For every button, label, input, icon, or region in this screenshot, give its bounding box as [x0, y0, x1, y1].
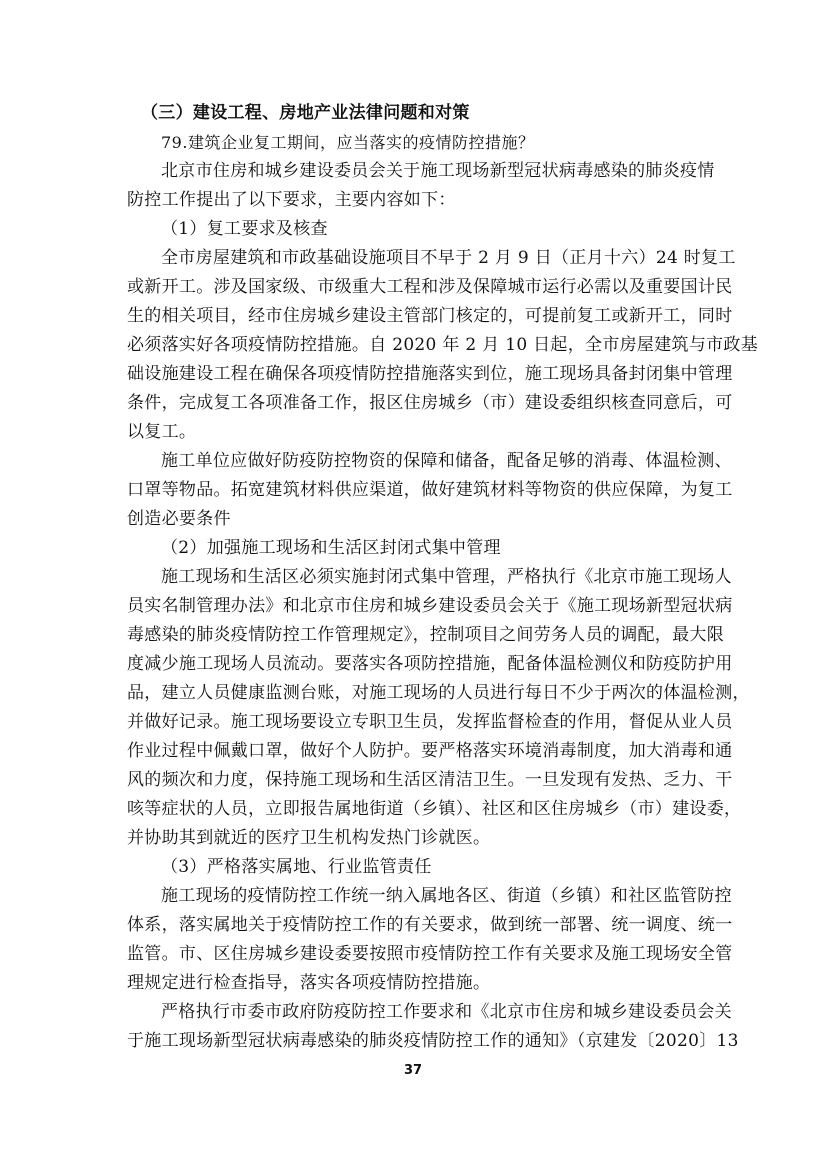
paragraph-closed-management [127, 563, 750, 853]
text-line: 条件，完成复工各项准备工作，报区住房城乡（市）建设委组织核查同意后，可 [127, 393, 733, 413]
text-line: 度减少施工现场人员流动。要落实各项防控措施，配备体温检测仪和防疫防护用 [127, 654, 733, 674]
text-line: 施工单位应做好防疫防控物资的保障和储备，配备足够的消毒、体温检测、 [161, 451, 732, 471]
text-line: 毒感染的肺炎疫情防控工作管理规定》，控制项目之间劳务人员的调配，最大限 [127, 625, 724, 645]
text-line: 础设施建设工程在确保各项疫情防控措施落实到位，施工现场具备封闭集中管理 [127, 364, 733, 384]
sub-heading-1: （1）复工要求及核查 [161, 219, 328, 239]
paragraph-supplies [127, 447, 733, 534]
page-content [127, 99, 759, 1056]
sub-heading-2: （2）加强施工现场和生活区封闭式集中管理 [161, 538, 501, 558]
text-line: 体系，落实属地关于疫情防控工作的有关要求，做到统一部署、统一调度、统一 [127, 915, 733, 935]
text-line: 以复工。 [127, 422, 197, 442]
text-line: 品，建立人员健康监测台账，对施工现场的人员进行每日不少于两次的体温检测， [127, 683, 750, 703]
text-line: 或新开工。涉及国家级、市级重大工程和涉及保障城市运行必需以及重要国计民 [127, 277, 733, 297]
text-line: 施工现场的疫情防控工作统一纳入属地各区、街道（乡镇）和社区监管防控 [161, 886, 732, 906]
text-line: 风的频次和力度，保持施工现场和生活区清洁卫生。一旦发现有发热、乏力、干 [127, 770, 733, 790]
text-line: 员实名制管理办法》和北京市住房和城乡建设委员会关于《施工现场新型冠状病 [127, 596, 733, 616]
text-line: 全市房屋建筑和市政基础设施项目不早于 2 月 9 日（正月十六）24 时复工 [161, 248, 736, 268]
question-heading: 79.建筑企业复工期间，应当落实的疫情防控措施？ [161, 133, 535, 152]
intro-paragraph [127, 157, 715, 215]
paragraph-resumption [127, 244, 759, 447]
text-line: 生的相关项目，经市住房城乡建设主管部门核定的，可提前复工或新开工，同时 [127, 306, 733, 326]
paragraph-supervision [127, 882, 733, 998]
text-line: 并协助其到就近的医疗卫生机构发热门诊就医。 [127, 828, 491, 848]
text-line: 防控工作提出了以下要求，主要内容如下： [127, 190, 456, 210]
page-number: 37 [403, 1063, 423, 1078]
text-line: 北京市住房和城乡建设委员会关于施工现场新型冠状病毒感染的肺炎疫情 [161, 161, 715, 181]
text-line: 施工现场和生活区必须实施封闭式集中管理，严格执行《北京市施工现场人 [161, 567, 732, 587]
text-line: 咳等症状的人员，立即报告属地街道（乡镇）、社区和区住房城乡（市）建设委， [127, 799, 742, 819]
text-line: 理规定进行检查指导，落实各项疫情防控措施。 [127, 973, 491, 993]
text-line: 创造必要条件 [127, 509, 231, 529]
text-line: 于施工现场新型冠状病毒感染的肺炎疫情防控工作的通知》（京建发〔2020〕13 [127, 1031, 739, 1051]
sub-heading-3: （3）严格落实属地、行业监管责任 [161, 857, 432, 877]
text-line: 必须落实好各项疫情防控措施。自 2020 年 2 月 10 日起，全市房屋建筑与市政基 [127, 335, 759, 355]
text-line: 严格执行市委市政府防疫防控工作要求和《北京市住房和城乡建设委员会关 [161, 1002, 732, 1022]
paragraph-notice [127, 998, 739, 1056]
text-line: 作业过程中佩戴口罩，做好个人防护。要严格落实环境消毒制度，加大消毒和通 [127, 741, 733, 761]
text-line: 监管。市、区住房城乡建设委要按照市疫情防控工作有关要求及施工现场安全管 [127, 944, 733, 964]
text-line: 口罩等物品。拓宽建筑材料供应渠道，做好建筑材料等物资的供应保障，为复工 [127, 480, 733, 500]
text-line: 并做好记录。施工现场要设立专职卫生员，发挥监督检查的作用，督促从业人员 [127, 712, 733, 732]
section-title: （三）建设工程、房地产业法律问题和对策 [141, 103, 470, 123]
